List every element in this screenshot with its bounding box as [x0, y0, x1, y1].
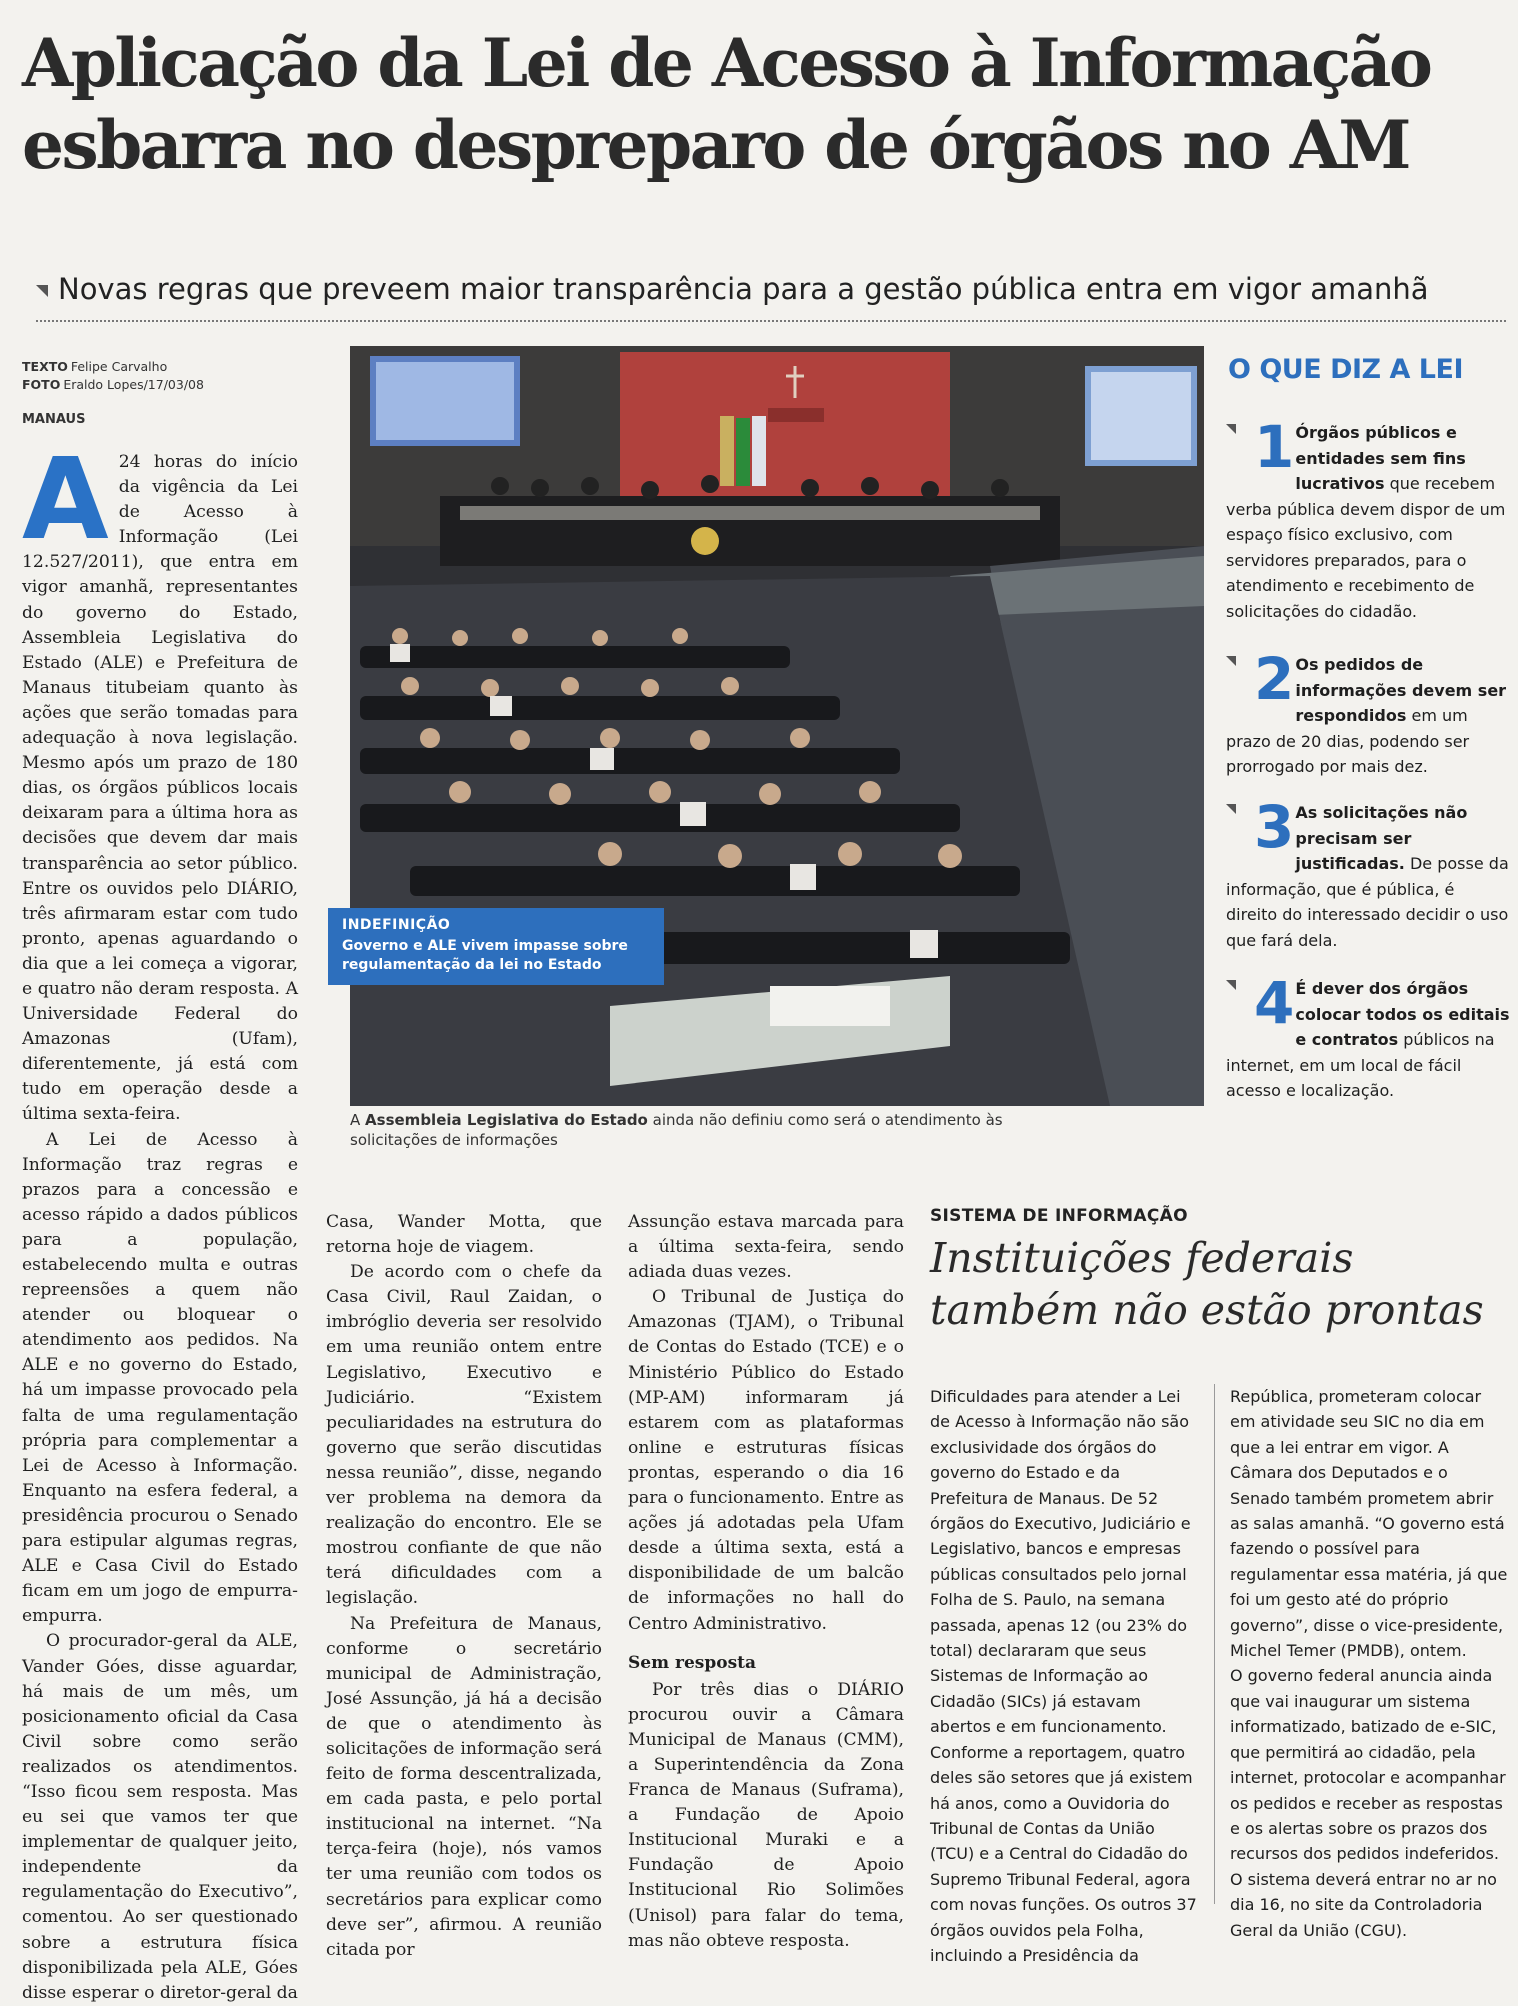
paragraph-1: 24 horas do início da vigência da Lei de Acesso à Informação (Lei 12.527/2011), que entra em vigor amanhã, representantes do governo do Estado, Assembleia Legislativa do Estado (ALE) e Prefeitura de Manaus titubeiam quanto às ações que serão tomadas para adequação à nova legislação. Mesmo após um prazo de 180 dias, os órgãos públicos locais deixaram para a última hora as decisões que devem dar mais transparência ao setor público. Entre os ouvidos pelo DIÁRIO, três afirmaram estar com tudo pronto, apenas aguardando o dia que a lei começa a vigorar, e quatro não deram resposta. A Universidade Federal do Amazonas (Ufam), diferentemente, já está com tudo em operação desde a última sexta-feira.	[22, 452, 298, 1125]
article-column-1	[22, 435, 298, 2006]
law-item-text: em um prazo de 20 dias, podendo ser prorrogado por mais dez.	[1226, 706, 1470, 776]
law-item-number: 2	[1254, 645, 1292, 713]
paragraph-4: Casa, Wander Motta, que retorna hoje de viagem.	[326, 1212, 602, 1258]
law-item-text: De posse da informação, que é pública, é direito do interessado decidir o uso que fará dela.	[1226, 854, 1509, 950]
credits	[22, 358, 322, 394]
law-item-number: 3	[1254, 793, 1292, 861]
photo-caption-rest: ainda não definiu como será o atendimento às solicitações de informações	[350, 1111, 1003, 1149]
subheading: Sem resposta	[628, 1652, 757, 1673]
law-item-text: que recebem verba pública devem dispor de um espaço físico exclusivo, com servidores preparados, para o atendimento e recebimento de solicitações do cidadão.	[1226, 474, 1506, 621]
law-item-2	[1226, 645, 1510, 780]
photo-caption-box	[328, 908, 664, 985]
paragraph-5: De acordo com o chefe da Casa Civil, Raul Zaidan, o imbróglio deveria ser resolvido em uma reunião ontem entre Legislativo, Executivo e Judiciário. “Existem peculiaridades na estrutura do governo que serão discutidas nessa reunião”, disse, negando ver problema na demora da realização do encontro. Ele se mostrou confiante de que não terá dificuldades com a legislação.	[326, 1262, 602, 1609]
system-right-text-1: República, prometeram colocar em atividade seu SIC no dia em que a lei entrar em vigor. A Câmara dos Deputados e o Senado também prometem abrir as salas amanhã. “O governo está fazendo o possível para regulamentar essa matéria, já que foi um gesto até do próprio governo”, disse o vice-presidente, Michel Temer (PMDB), ontem.	[1230, 1387, 1508, 1661]
triangle-bullet-icon	[1226, 424, 1236, 434]
law-item-number: 4	[1254, 969, 1292, 1037]
credit-text-author: Felipe Carvalho	[70, 359, 168, 374]
law-item-number: 1	[1254, 413, 1292, 481]
law-item-bold: Os pedidos de informações devem ser respondidos	[1295, 655, 1507, 725]
law-item-bold: É dever dos órgãos colocar todos os editais e contratos	[1295, 979, 1510, 1049]
law-item-text: públicos na internet, em um local de fácil acesso e localização.	[1226, 1030, 1495, 1100]
caption-label: INDEFINIÇÃO	[342, 917, 451, 933]
paragraph-3: O procurador-geral da ALE, Vander Góes, disse aguardar, há mais de um mês, um posicionamento oficial da Casa Civil sobre como serão realizados os atendimentos. “Isso ficou sem resposta. Mas eu sei que vamos ter que implementar de qualquer jeito, independente da regulamentação do Executivo”, comentou. Ao ser questionado sobre a estrutura física disponibilizada pela ALE, Góes disse esperar o diretor-geral da	[22, 1631, 298, 2003]
triangle-bullet-icon	[1226, 980, 1236, 990]
law-item-bold: Órgãos públicos e entidades sem fins lucrativos	[1295, 423, 1466, 493]
article-column-3	[628, 1210, 904, 1954]
article-column-2	[326, 1210, 602, 1963]
law-item-bold: As solicitações não precisam ser justificadas.	[1295, 803, 1468, 873]
triangle-bullet-icon	[1226, 804, 1236, 814]
law-item-4	[1226, 969, 1510, 1104]
system-kicker: SISTEMA DE INFORMAÇÃO	[930, 1206, 1188, 1226]
assembly-photo	[350, 346, 1204, 1106]
system-left-text: Dificuldades para atender a Lei de Acesso à Informação não são exclusividade dos órgãos do governo do Estado e da Prefeitura de Manaus. De 52 órgãos do Executivo, Judiciário e Legislativo, bancos e empresas públicas consultados pelo jornal Folha de S. Paulo, na semana passada, apenas 12 (ou 23% do total) declararam que seus Sistemas de Informação ao Cidadão (SICs) já estavam abertos e em funcionamento. Conforme a reportagem, quatro deles são setores que já existem há anos, como a Ouvidoria do Tribunal de Contas da União (TCU) e a Central do Cidadão do Supremo Tribunal Federal, agora com novas funções. Os outros 37 órgãos ouvidos pela Folha, incluindo a Presidência da	[930, 1387, 1197, 1965]
headline	[22, 22, 1502, 186]
law-item-3	[1226, 793, 1510, 953]
photo-caption-bold: Assembleia Legislativa do Estado	[365, 1111, 648, 1129]
deck	[36, 272, 1506, 322]
credit-text-label: TEXTO	[22, 359, 68, 374]
system-column-left	[930, 1384, 1200, 1968]
credit-photo-label: FOTO	[22, 377, 61, 392]
drop-cap: A	[22, 435, 109, 565]
system-title: Instituições federais também não estão prontas	[930, 1234, 1484, 1334]
triangle-bullet-icon	[1226, 656, 1236, 666]
paragraph-7: Assunção estava marcada para a última sexta-feira, sendo adiada duas vezes.	[628, 1212, 904, 1283]
caption-text: Governo e ALE vivem impasse sobre regulamentação da lei no Estado	[342, 938, 628, 973]
paragraph-2: A Lei de Acesso à Informação traz regras e prazos para a concessão e acesso rápido a dados públicos para a população, estabelecendo multa e outras repreensões a quem não atender ou bloquear o atendimento aos pedidos. Na ALE e no governo do Estado, há um impasse provocado pela falta de uma regulamentação própria para complementar a Lei de Acesso à Informação. Enquanto na esfera federal, a presidência procurou o Senado para estipular algumas regras, ALE e Casa Civil do Estado ficam em um jogo de empurra-empurra.	[22, 1129, 298, 1627]
photo-caption	[350, 1110, 1030, 1150]
headline-line-1: Aplicação da Lei de Acesso à Informação	[22, 24, 1431, 102]
law-item-1	[1226, 413, 1510, 624]
system-right-text-2: O governo federal anuncia ainda que vai inaugurar um sistema informatizado, batizado de e-SIC, que permitirá ao cidadão, pela internet, protocolar e acompanhar os pedidos e receber as respostas e os alertas sobre os prazos dos recursos dos pedidos indeferidos. O sistema deverá entrar no ar no dia 16, no site da Controladoria Geral da União (CGU).	[1230, 1666, 1506, 1940]
deck-text: Novas regras que preveem maior transparência para a gestão pública entra em vigor amanhã	[58, 272, 1429, 306]
dateline-place: MANAUS	[22, 412, 86, 427]
paragraph-6: Na Prefeitura de Manaus, conforme o secretário municipal de Administração, José Assunção, já há a decisão de que o atendimento às solicitações de informação será feito de forma descentralizada, em cada pasta, e pelo portal institucional na internet. “Na terça-feira (hoje), nós vamos ter uma reunião com todos os secretários para explicar como deve ser”, afirmou. A reunião citada por	[326, 1613, 602, 1960]
paragraph-9: Por três dias o DIÁRIO procurou ouvir a Câmara Municipal de Manaus (CMM), a Superintendência da Zona Franca de Manaus (Suframa), a Fundação de Apoio Institucional Muraki e a Fundação de Apoio Institucional Rio Solimões (Unisol) para falar do tema, mas não obteve resposta.	[628, 1679, 904, 1951]
headline-line-2: esbarra no despreparo de órgãos no AM	[22, 106, 1409, 184]
paragraph-8: O Tribunal de Justiça do Amazonas (TJAM), o Tribunal de Contas do Estado (TCE) e o Ministério Público do Estado (MP-AM) informaram já estarem com as plataformas online e estruturas físicas prontas, esperando o dia 16 para o funcionamento. Entre as ações já adotadas pela Ufam desde a última sexta, está a disponibilidade de um balcão de informações no hall do Centro Administrativo.	[628, 1287, 904, 1634]
column-divider	[1214, 1384, 1215, 1904]
photo-caption-prefix: A	[350, 1111, 361, 1129]
credit-photo-author: Eraldo Lopes/17/03/08	[63, 377, 204, 392]
sidebar-title: O QUE DIZ A LEI	[1228, 354, 1463, 385]
triangle-bullet-icon	[36, 285, 48, 297]
assembly-hall-illustration	[350, 346, 1204, 1106]
system-column-right	[1230, 1384, 1510, 1943]
